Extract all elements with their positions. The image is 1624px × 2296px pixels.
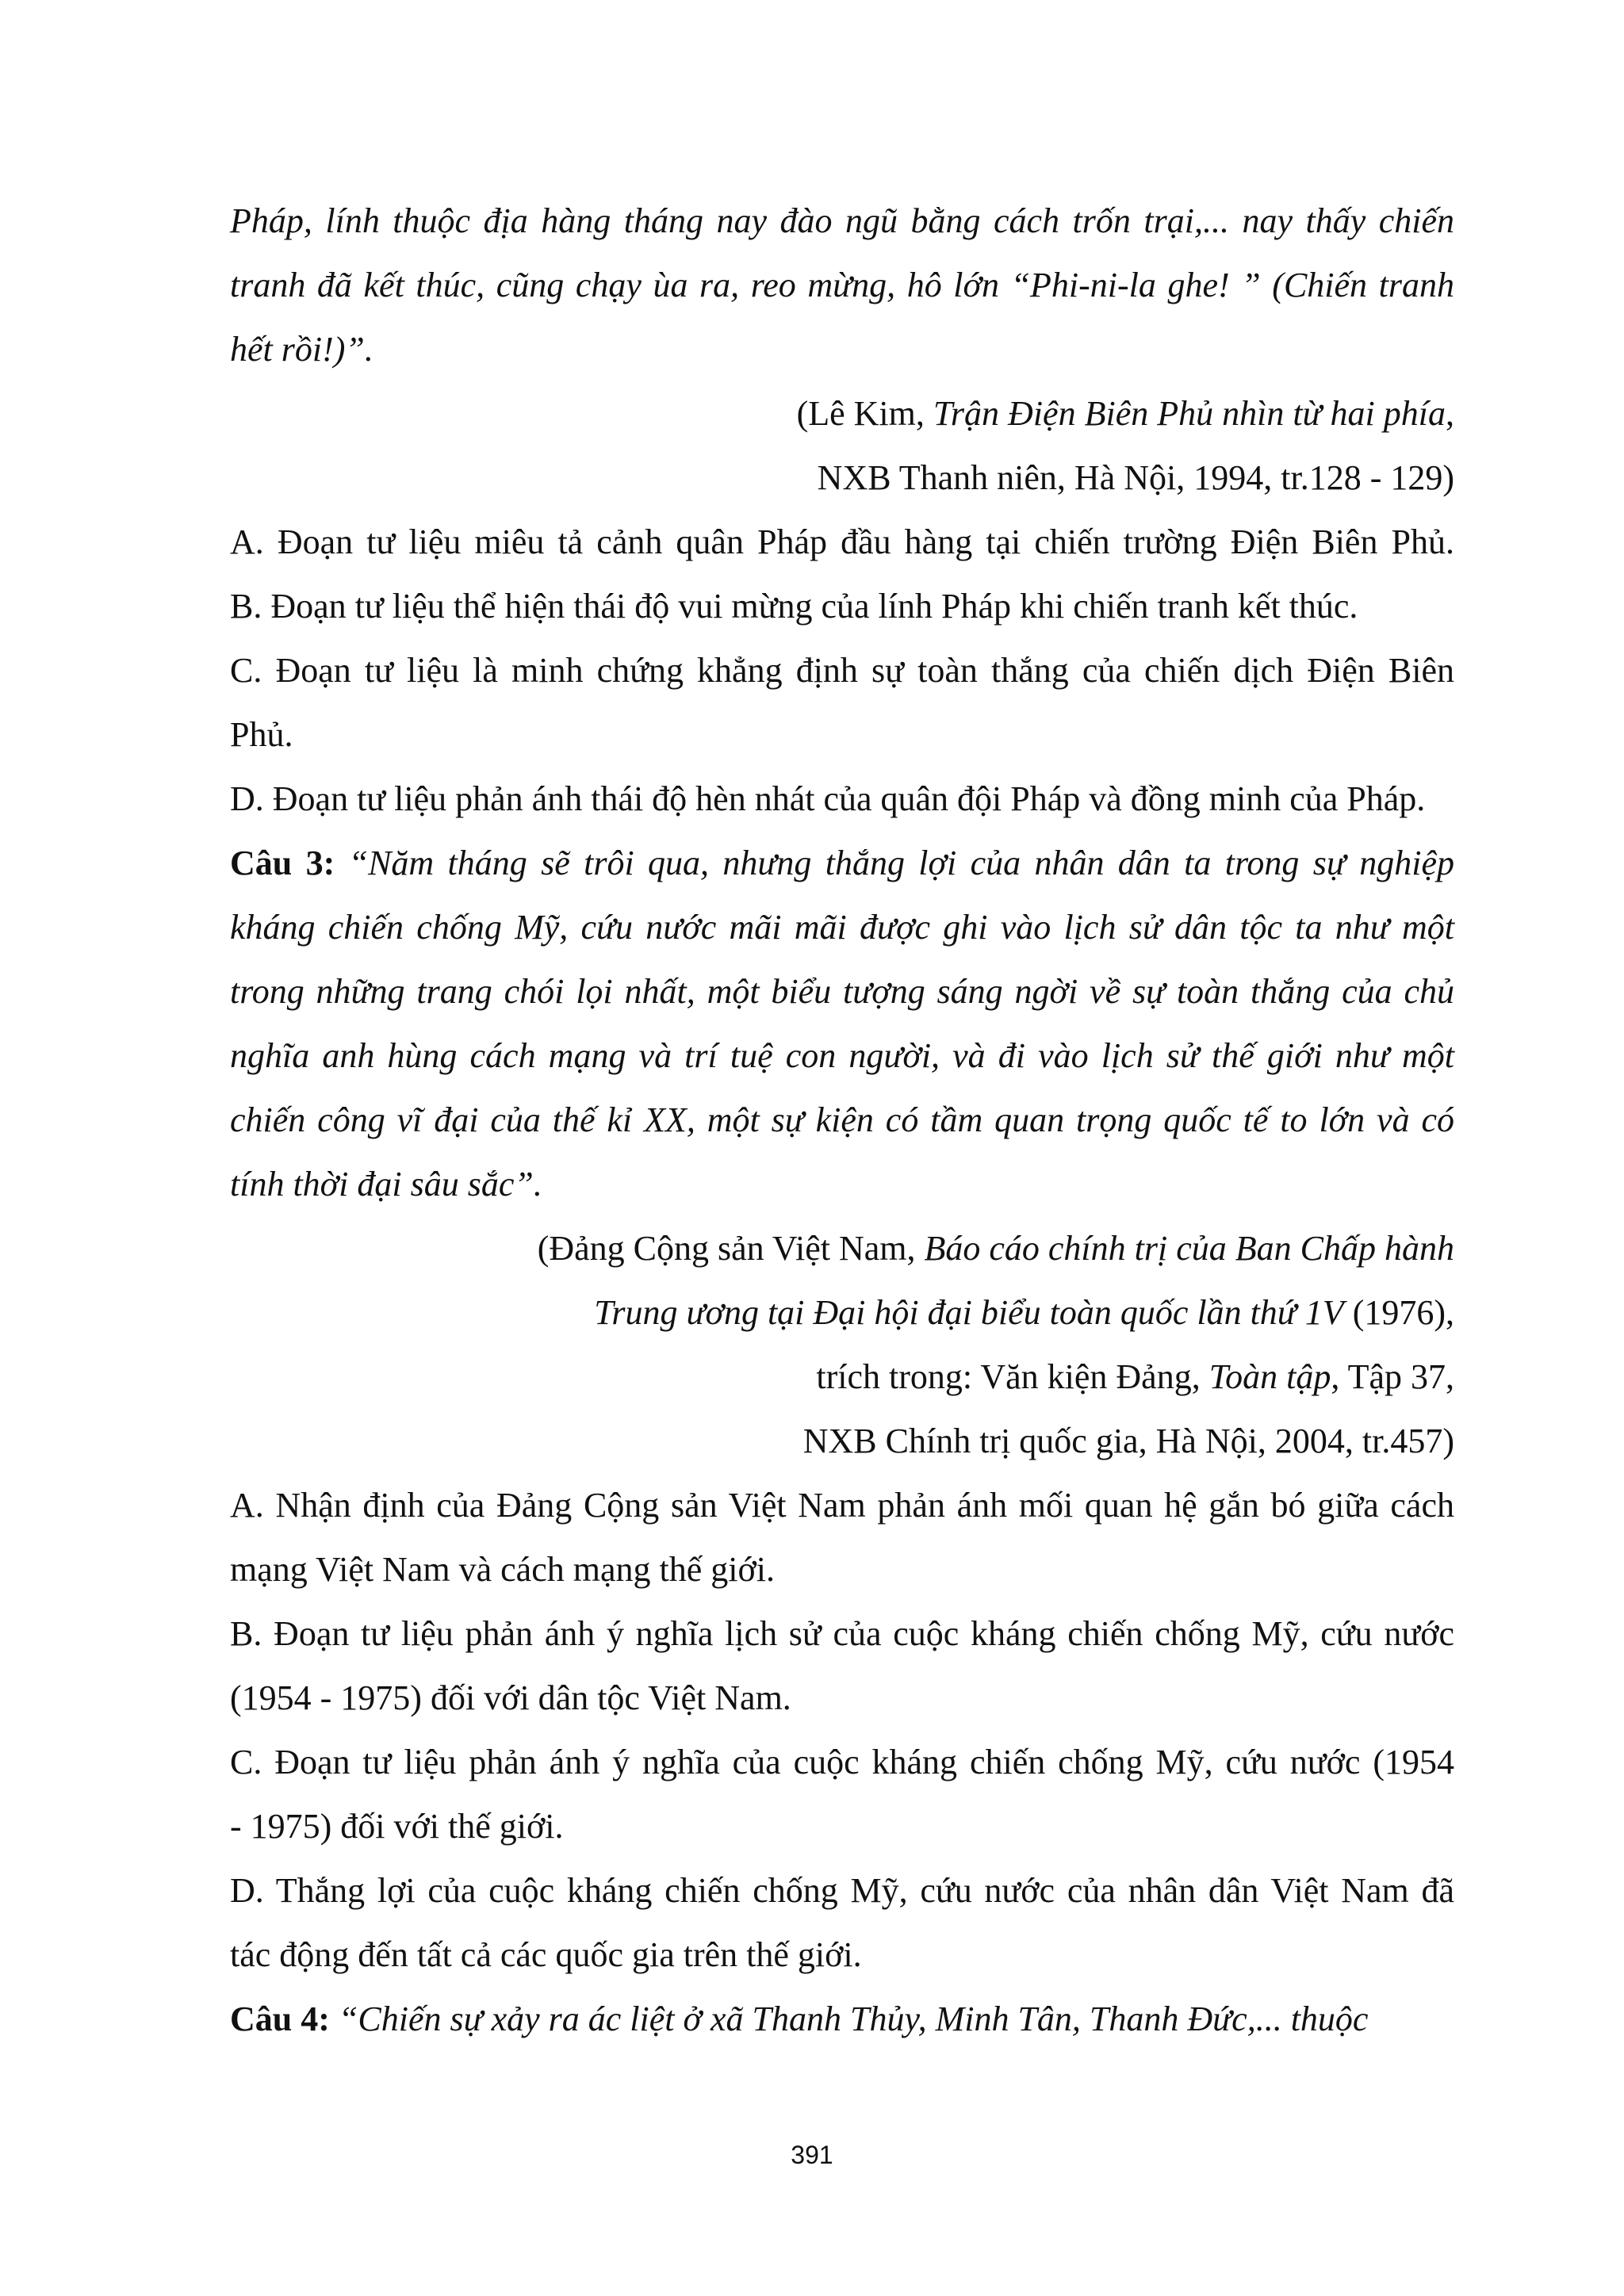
page-number: 391 (791, 2141, 833, 2169)
citation-title: Toàn tập (1208, 1357, 1331, 1396)
citation-title: Trung ương tại Đại hội đại biểu toàn quốc lần thứ 1V (594, 1293, 1344, 1332)
quote-line: trong những trang chói lọi nhất, một biểu tượng sáng ngời về sự toàn thắng của chủ (230, 972, 1454, 1011)
citation-source: trích trong: Văn kiện Đảng, (816, 1357, 1209, 1396)
citation-line: NXB Chính trị quốc gia, Hà Nội, 2004, tr.457) (802, 1422, 1454, 1460)
citation-line (230, 1216, 1454, 1280)
answer-option-c: C. Đoạn tư liệu là minh chứng khẳng định sự toàn thắng của chiến dịch Điện Biên (230, 651, 1454, 690)
answer-option-d: D. Đoạn tư liệu phản ánh thái độ hèn nhát của quân đội Pháp và đồng minh của Pháp. (230, 779, 1426, 818)
quote-line: chiến công vĩ đại của thế kỉ XX, một sự kiện có tầm quan trọng quốc tế to lớn và có (230, 1100, 1454, 1139)
question-3-line (230, 831, 1454, 895)
excerpt-line: tranh đã kết thúc, cũng chạy ùa ra, reo mừng, hô lớn “Phi-ni-la ghe! ” (Chiến tranh (230, 266, 1454, 304)
citation-line: NXB Thanh niên, Hà Nội, 1994, tr.128 - 129) (817, 458, 1454, 497)
quote-text: “Chiến sự xảy ra ác liệt ở xã Thanh Thủy, Minh Tân, Thanh Đức,... thuộc (338, 1999, 1369, 2038)
citation-year: (1976), (1343, 1293, 1454, 1332)
citation-punct: , (1446, 394, 1454, 433)
quote-line: kháng chiến chống Mỹ, cứu nước mãi mãi được ghi vào lịch sử dân tộc ta như một (230, 908, 1454, 947)
citation-title: Báo cáo chính trị của Ban Chấp hành (924, 1229, 1454, 1268)
excerpt-line: Pháp, lính thuộc địa hàng tháng nay đào ngũ bằng cách trốn trại,... nay thấy chiến (230, 201, 1454, 240)
question-label: Câu 3: (230, 844, 335, 882)
excerpt-line: hết rồi!)”. (230, 330, 373, 369)
citation-author: (Lê Kim, (796, 394, 933, 433)
answer-option-c-cont: - 1975) đối với thế giới. (230, 1807, 564, 1846)
quote-text: “Năm tháng sẽ trôi qua, nhưng thắng lợi của nhân dân ta trong sự nghiệp (348, 844, 1455, 882)
citation-line (230, 1345, 1454, 1409)
answer-option-a: A. Nhận định của Đảng Cộng sản Việt Nam phản ánh mối quan hệ gắn bó giữa cách (230, 1486, 1454, 1525)
answer-option-a-cont: mạng Việt Nam và cách mạng thế giới. (230, 1550, 775, 1589)
page-body (230, 189, 1454, 2051)
quote-line: nghĩa anh hùng cách mạng và trí tuệ con người, và đi vào lịch sử thế giới như một (230, 1036, 1454, 1075)
answer-option-b: B. Đoạn tư liệu phản ánh ý nghĩa lịch sử của cuộc kháng chiến chống Mỹ, cứu nước (230, 1614, 1454, 1653)
citation-author: (Đảng Cộng sản Việt Nam, (537, 1229, 925, 1268)
answer-option-d-cont: tác động đến tất cả các quốc gia trên thế giới. (230, 1935, 862, 1974)
citation-line (230, 381, 1454, 446)
answer-option-b-cont: (1954 - 1975) đối với dân tộc Việt Nam. (230, 1678, 791, 1717)
citation-title: Trận Điện Biên Phủ nhìn từ hai phía (933, 394, 1446, 433)
answer-option-c: C. Đoạn tư liệu phản ánh ý nghĩa của cuộc kháng chiến chống Mỹ, cứu nước (1954 (230, 1743, 1454, 1781)
answer-option-b: B. Đoạn tư liệu thể hiện thái độ vui mừng của lính Pháp khi chiến tranh kết thúc. (230, 587, 1358, 626)
answer-option-a: A. Đoạn tư liệu miêu tả cảnh quân Pháp đầu hàng tại chiến trường Điện Biên Phủ. (230, 522, 1454, 561)
quote-line: tính thời đại sâu sắc”. (230, 1165, 542, 1203)
question-4-line (230, 1987, 1454, 2051)
answer-option-d: D. Thắng lợi của cuộc kháng chiến chống Mỹ, cứu nước của nhân dân Việt Nam đã (230, 1871, 1454, 1910)
citation-line (230, 1280, 1454, 1345)
citation-volume: , Tập 37, (1331, 1357, 1454, 1396)
question-label: Câu 4: (230, 1999, 330, 2038)
answer-option-c-cont: Phủ. (230, 715, 293, 754)
